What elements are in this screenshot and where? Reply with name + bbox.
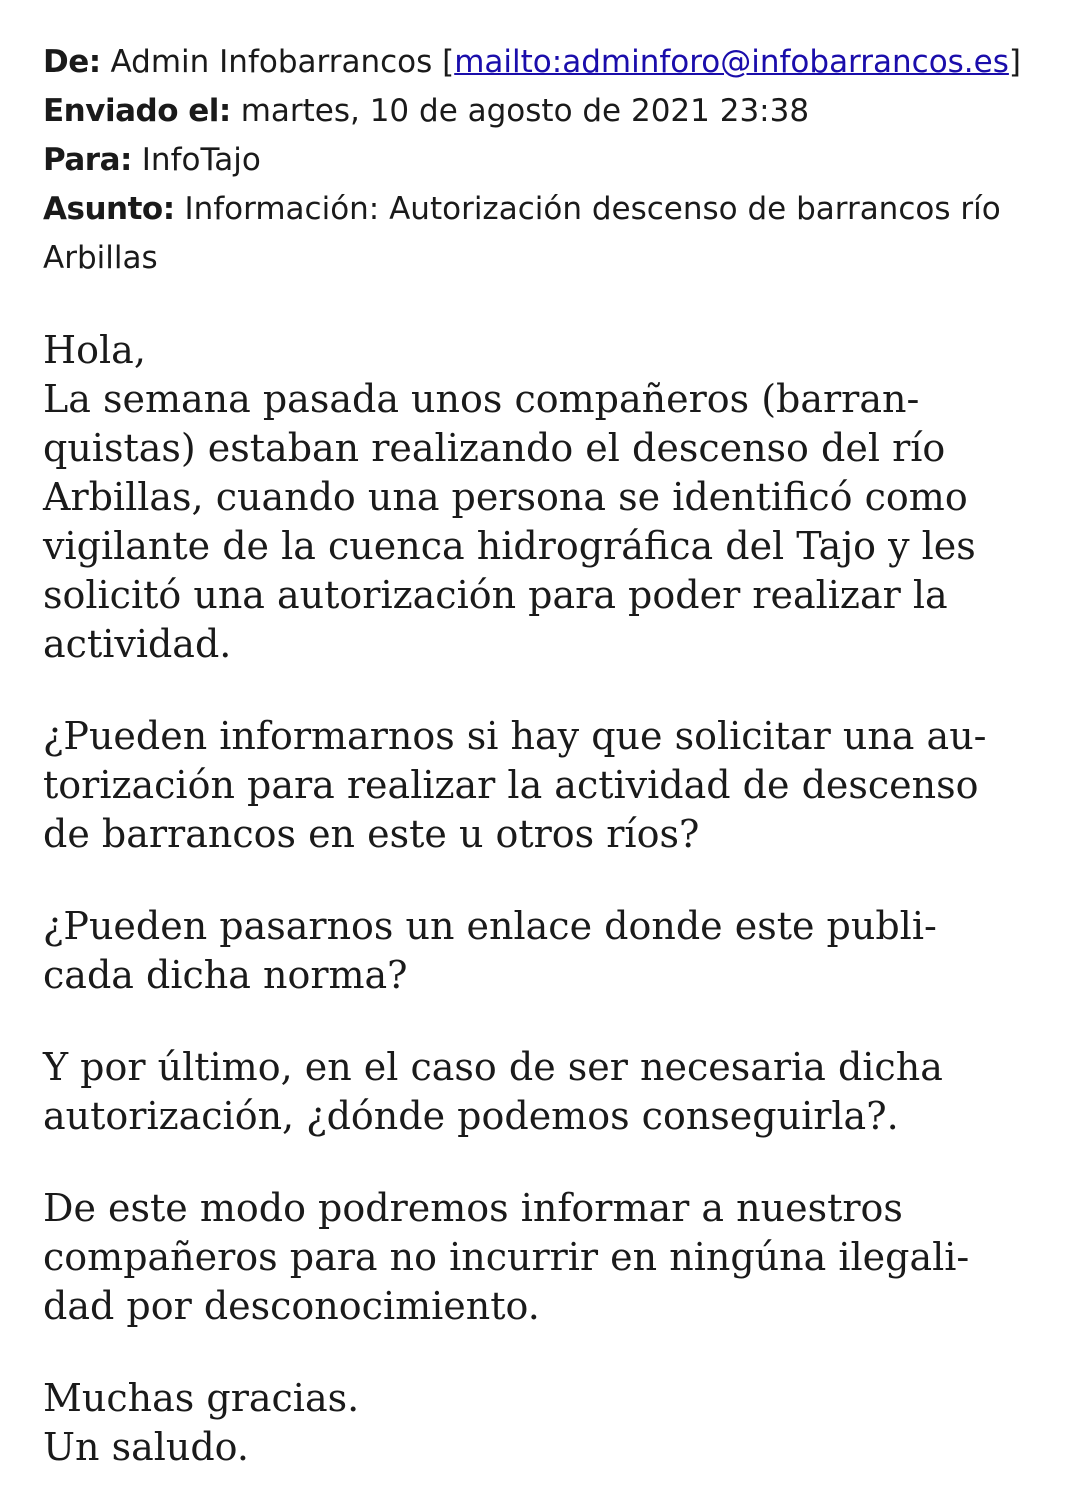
body-line: compañeros para no incurrir en ningúna ilegali- — [43, 1235, 970, 1279]
body-line: actividad. — [43, 622, 232, 666]
body-line: de barrancos en este u otros ríos? — [43, 812, 700, 856]
email-header — [43, 38, 1053, 283]
body-line: dad por desconocimiento. — [43, 1284, 540, 1328]
body-line: torización para realizar la actividad de descenso — [43, 763, 979, 807]
body-paragraph-purpose — [43, 1184, 1053, 1331]
body-line: ¿Pueden pasarnos un enlace donde este publi- — [43, 904, 937, 948]
from-close-bracket: ] — [1008, 44, 1021, 80]
body-line: Y por último, en el caso de ser necesaria dicha — [43, 1045, 943, 1089]
body-line: quistas) estaban realizando el descenso del río — [43, 426, 946, 470]
to-row — [43, 136, 1053, 185]
body-line: cada dicha norma? — [43, 953, 408, 997]
body-paragraph-question-where — [43, 1043, 1053, 1141]
from-row — [43, 38, 1053, 87]
sent-date: martes, 10 de agosto de 2021 23:38 — [240, 93, 810, 129]
email-body — [43, 326, 1053, 1472]
sent-label: Enviado el: — [43, 93, 231, 129]
body-line: solicitó una autorización para poder realizar la — [43, 573, 948, 617]
to-label: Para: — [43, 142, 132, 178]
body-line: Un saludo. — [43, 1425, 249, 1469]
subject-text-line-1: Información: Autorización descenso de barrancos río — [184, 191, 1001, 227]
subject-text-line-2: Arbillas — [43, 240, 158, 276]
body-line: Hola, — [43, 328, 146, 372]
from-email-link[interactable]: mailto:adminforo@infobarrancos.es — [454, 44, 1009, 80]
to-recipient: InfoTajo — [141, 142, 261, 178]
body-line: Arbillas, cuando una persona se identificó como — [43, 475, 968, 519]
body-paragraph-question-authorization — [43, 712, 1053, 859]
sent-row — [43, 87, 1053, 136]
body-line: Muchas gracias. — [43, 1376, 360, 1420]
body-paragraph-closing — [43, 1374, 1053, 1472]
body-paragraph-greeting — [43, 326, 1053, 669]
from-label: De: — [43, 44, 101, 80]
subject-row — [43, 185, 1053, 283]
body-line: vigilante de la cuenca hidrográfica del Tajo y les — [43, 524, 976, 568]
body-paragraph-question-link — [43, 902, 1053, 1000]
body-line: De este modo podremos informar a nuestros — [43, 1186, 903, 1230]
body-line: La semana pasada unos compañeros (barran- — [43, 377, 920, 421]
email-message — [43, 38, 1053, 1472]
body-line: autorización, ¿dónde podemos conseguirla?. — [43, 1094, 899, 1138]
subject-label: Asunto: — [43, 191, 175, 227]
from-name: Admin Infobarrancos [ — [110, 44, 455, 80]
body-line: ¿Pueden informarnos si hay que solicitar una au- — [43, 714, 987, 758]
